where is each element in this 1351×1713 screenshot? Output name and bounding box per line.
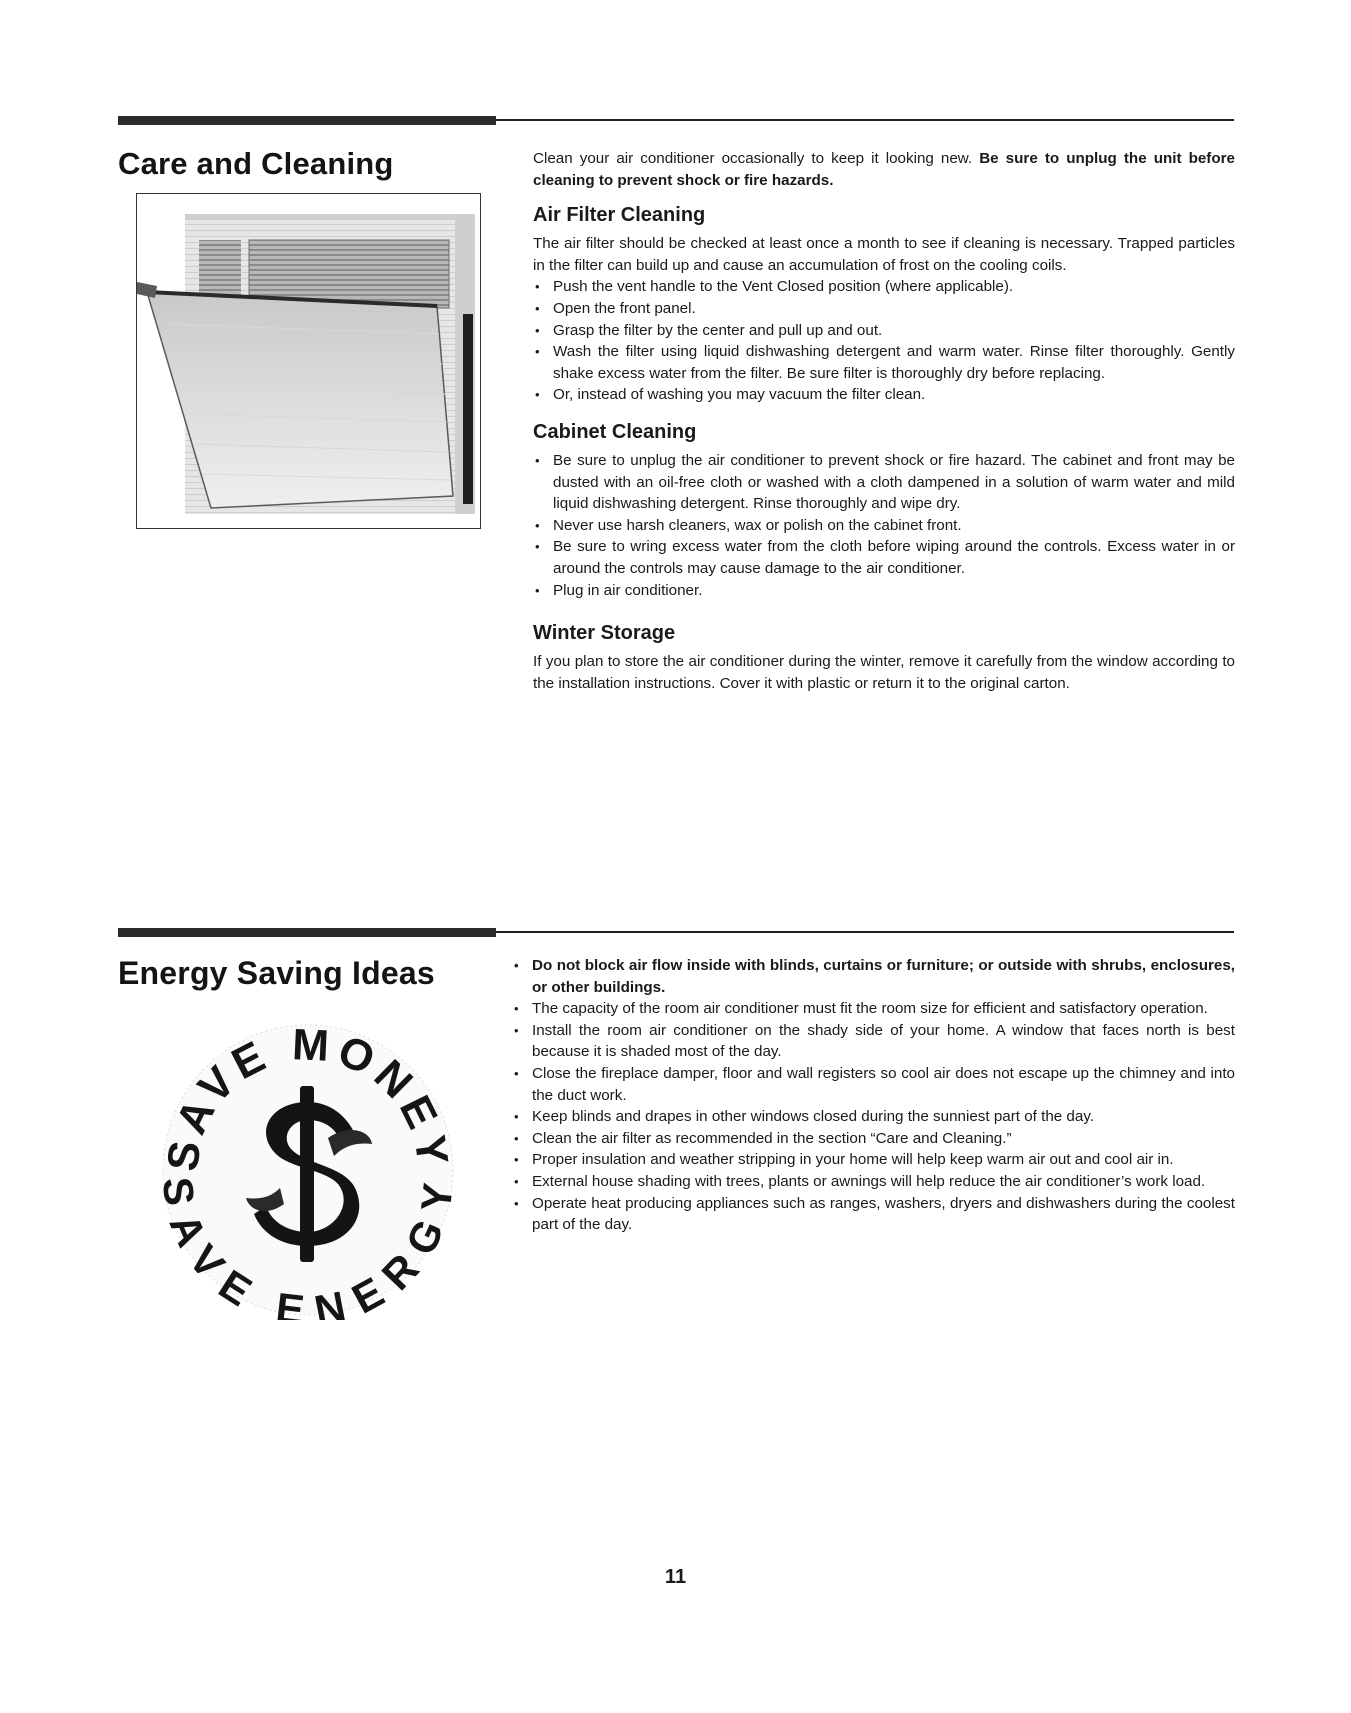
list-item: • Install the room air conditioner on the shady side of your home. A window that faces north is best because it is shaded most of the day. — [512, 1020, 1235, 1063]
air-filter-steps — [533, 276, 1235, 406]
list-item: • Proper insulation and weather stripping in your home will help keep warm air out and cool air in. — [512, 1149, 1235, 1171]
list-item: • Be sure to unplug the air conditioner to prevent shock or fire hazard. The cabinet and front may be dusted with an oil-free cloth or washed with a cloth dampened in a solution of warm water and mild liquid dishwashing detergent. Rinse thoroughly and wipe dry. — [533, 450, 1235, 515]
energy-tips-list — [512, 955, 1235, 1236]
care-intro — [533, 148, 1235, 191]
list-item: • Open the front panel. — [533, 298, 1235, 320]
list-item: • Clean the air filter as recommended in the section “Care and Cleaning.” — [512, 1128, 1235, 1150]
energy-saving-title: Energy Saving Ideas — [118, 955, 435, 991]
badge-bottom-text: SAVE ENERGY — [158, 1174, 458, 1320]
page-number: 11 — [664, 1566, 687, 1588]
winter-storage-heading: Winter Storage — [533, 622, 676, 645]
list-item: • External house shading with trees, plants or awnings will help reduce the air conditioner’s work load. — [512, 1171, 1235, 1193]
list-item: • Keep blinds and drapes in other windows closed during the sunniest part of the day. — [512, 1106, 1235, 1128]
section-rule-bar — [118, 116, 496, 125]
care-intro-plain: Clean your air conditioner occasionally to keep it looking new. — [533, 150, 973, 167]
section-rule-line — [496, 119, 1234, 121]
list-item: • Push the vent handle to the Vent Closed position (where applicable). — [533, 276, 1235, 298]
list-item: • Plug in air conditioner. — [533, 580, 1235, 602]
care-intro-warning: Be sure to unplug the unit before cleaning to prevent shock or fire hazards. — [533, 150, 1235, 189]
save-money-save-energy-badge — [158, 1020, 458, 1320]
winter-storage-paragraph: If you plan to store the air conditioner during the winter, remove it carefully from the window according to the installation instructions. Cover it with plastic or return it to the original carton. — [533, 653, 1235, 692]
care-cleaning-title: Care and Cleaning — [118, 146, 394, 181]
list-item: • Never use harsh cleaners, wax or polish on the cabinet front. — [533, 515, 1235, 537]
list-item: • Operate heat producing appliances such as ranges, washers, dryers and dishwashers during the coolest part of the day. — [512, 1193, 1235, 1236]
list-item: • Wash the filter using liquid dishwashing detergent and warm water. Rinse filter thoroughly. Gently shake excess water from the filter. Be sure filter is thoroughly dry before replacing. — [533, 341, 1235, 384]
list-item: • Close the fireplace damper, floor and wall registers so cool air does not escape up the chimney and into the duct work. — [512, 1063, 1235, 1106]
cabinet-heading: Cabinet Cleaning — [533, 420, 697, 443]
list-item: • Or, instead of washing you may vacuum the filter clean. — [533, 384, 1235, 406]
air-filter-paragraph: The air filter should be checked at least once a month to see if cleaning is necessary. Trapped particles in the filter can build up and cause an accumulation of frost on the cooling coils. — [533, 235, 1235, 274]
list-item: • Do not block air flow inside with blinds, curtains or furniture; or outside with shrubs, enclosures, or other buildings. — [512, 955, 1235, 998]
air-conditioner-illustration — [137, 194, 479, 527]
care-text-column — [533, 148, 1235, 694]
dollar-sign-icon — [158, 1020, 458, 1320]
list-item: • The capacity of the room air conditioner must fit the room size for efficient and satisfactory operation. — [512, 998, 1235, 1020]
energy-text-column — [512, 955, 1235, 1236]
air-filter-heading: Air Filter Cleaning — [533, 204, 706, 227]
section-rule-bar — [118, 928, 496, 937]
cabinet-steps — [533, 450, 1235, 601]
badge-top-text: SAVE MONEY — [158, 1020, 458, 1174]
list-item: • Grasp the filter by the center and pull up and out. — [533, 320, 1235, 342]
list-item: • Be sure to wring excess water from the cloth before wiping around the controls. Excess water in or around the controls may cause damage to the air conditioner. — [533, 536, 1235, 579]
air-conditioner-photo — [136, 193, 481, 529]
section-rule-line — [496, 931, 1234, 933]
